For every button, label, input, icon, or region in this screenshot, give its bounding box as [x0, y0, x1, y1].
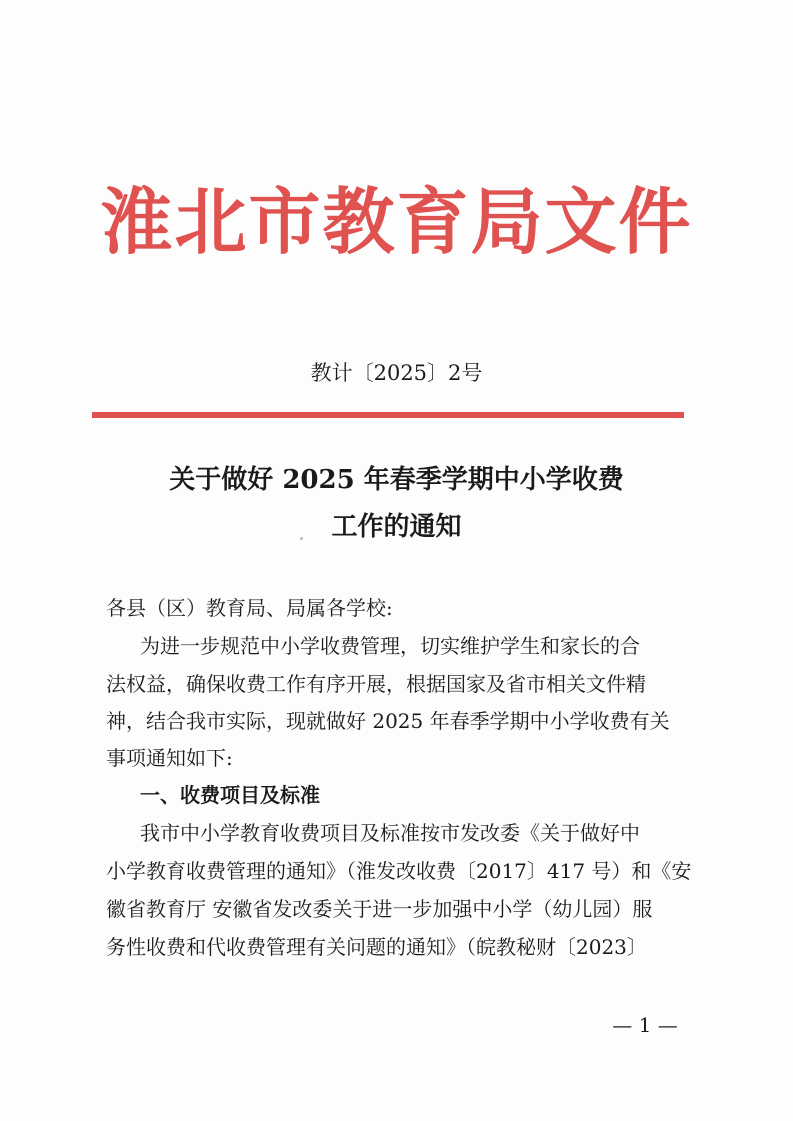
red-divider-line [92, 412, 684, 418]
section-1-heading: 一、收费项目及标准 [140, 783, 320, 807]
paragraph-2-line-1: 我市中小学教育收费项目及标准按市发改委《关于做好中 [140, 821, 640, 845]
paragraph-1-line-1: 为进一步规范中小学收费管理，切实维护学生和家长的合 [140, 634, 640, 658]
paragraph-2-line-3: 徽省教育厅 安徽省发改委关于进一步加强中小学（幼儿园）服 [106, 897, 653, 921]
document-title-line-1: 关于做好 2025 年春季学期中小学收费 [169, 465, 624, 495]
paragraph-2-line-4: 务性收费和代收费管理有关问题的通知》（皖教秘财〔2023〕 [106, 935, 647, 959]
paragraph-1-line-3: 神，结合我市实际，现就做好 2025 年春季学期中小学收费有关 [106, 709, 670, 733]
document-number: 教计〔2025〕2号 [310, 361, 483, 385]
paragraph-2-line-2: 小学教育收费管理的通知》（淮发改收费〔2017〕417 号）和《安 [106, 859, 692, 883]
document-title-line-2: 工作的通知 [331, 512, 462, 542]
page-number: — 1 — [612, 1013, 678, 1037]
scan-speck [300, 537, 303, 540]
paragraph-1-line-2: 法权益，确保收费工作有序开展，根据国家及省市相关文件精 [106, 672, 646, 696]
paragraph-1-line-4: 事项通知如下: [106, 746, 233, 770]
salutation: 各县（区）教育局、局属各学校: [106, 596, 393, 620]
issuer-title: 淮北市教育局文件 [100, 180, 693, 264]
